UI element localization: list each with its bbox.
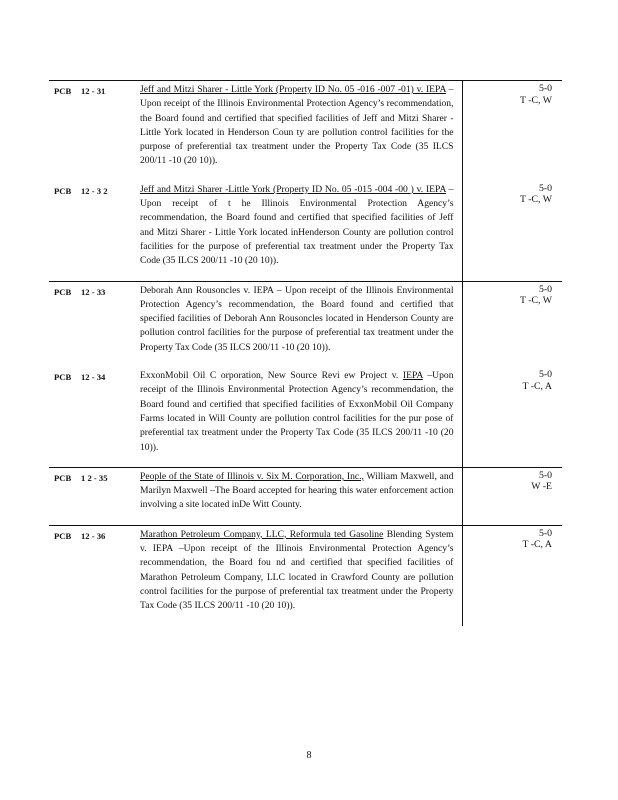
case-title-lead: ExxonMobil Oil C orporation, New Source Revi ew Project v. xyxy=(140,370,403,382)
case-body: – Upon receipt of the Illinois Environmental Protection Agency’s recommendation, the Board found and certified that specified facilities of Deborah Ann Rousoncles located in Henderson County are pollution control facilities for the purpose of preferential tax treatment under the Property Tax Code (35 ILCS 200/11 -10 (20 10)). xyxy=(140,284,454,353)
case-title: People of the State of Illinois v. Six M. Corporation, Inc., xyxy=(140,470,364,482)
case-number: PCB 12 - 31 xyxy=(49,81,134,181)
case-number: PCB 12 - 3 2 xyxy=(54,185,108,196)
case-row xyxy=(49,467,562,525)
vote-cell xyxy=(462,367,562,467)
case-description xyxy=(134,367,462,467)
vote-detail: T -C, A xyxy=(522,380,552,392)
vote-tally: 5-0 xyxy=(538,527,552,539)
case-title: Jeff and Mitzi Sharer - Little York (Property ID No. 05 -016 -007 -01) v. IEPA xyxy=(140,84,446,95)
page-number: 8 xyxy=(306,750,312,761)
case-title: Marathon Petroleum Company, LLC, Reformula ted Gasoline xyxy=(140,528,384,540)
case-number: PCB 12 - 33 xyxy=(49,281,134,367)
case-body: –Upon receipt of t he Illinois Environmental Protection Agency’s recommendation, the Board found and certified that specified facilities of Jeff and Mitzi Sharer - Little York located inHenderson County are pollution control facilities for the purpose of preferential tax treatment under the Property Tax Code (35 ILCS 200/11 -10 (20 10)). xyxy=(140,183,454,267)
case-description xyxy=(134,181,462,281)
case-body: –Upon receipt of the Illinois Environmental Protection Agency’s recommendation, the Board found and certified that specified facilities of Jeff and Mitzi Sharer - Little York located in Henderson Coun ty are pollution control facilities for the purpose of preferential tax treatment under the Property Tax Code (35 ILCS 200/11 -10 (20 10)). xyxy=(140,84,454,167)
vote-cell xyxy=(462,81,562,181)
vote-detail: T -C, W xyxy=(519,295,552,307)
vote-tally: 5-0 xyxy=(538,469,552,481)
vote-cell xyxy=(462,525,562,625)
case-row xyxy=(49,367,562,467)
vote-detail: W -E xyxy=(531,481,552,493)
vote-cell xyxy=(462,281,562,367)
case-row xyxy=(49,525,562,625)
case-row xyxy=(49,81,562,181)
vote-tally: 5-0 xyxy=(538,83,552,94)
case-number: PCB 12 - 34 xyxy=(54,372,106,383)
case-title: Jeff and Mitzi Sharer -Little York (Property ID No. 05 -015 -004 -00 ) v. IEPA xyxy=(140,183,446,195)
case-body: William Maxwell, and Marilyn Maxwell –The Board accepted for hearing this water enforcement action involving a site located inDe Witt County. xyxy=(140,470,454,511)
case-description xyxy=(134,281,462,367)
vote-detail: T -C, W xyxy=(519,94,552,106)
vote-cell xyxy=(462,181,562,281)
vote-detail: T -C, W xyxy=(519,194,552,206)
case-title: IEPA xyxy=(402,370,423,382)
vote-tally: 5-0 xyxy=(538,283,552,295)
case-description xyxy=(134,81,462,181)
case-description xyxy=(134,525,462,625)
vote-detail: T -C, A xyxy=(522,539,552,551)
vote-cell xyxy=(462,467,562,525)
case-description xyxy=(134,467,462,525)
board-actions-table xyxy=(49,80,562,626)
vote-tally: 5-0 xyxy=(538,182,552,194)
case-row xyxy=(49,181,562,281)
case-title: Deborah Ann Rousoncles v. IEPA xyxy=(140,284,274,296)
case-body: –Upon receipt of the Illinois Environmental Protection Agency’s recommendation, the Board found and certified that specified facilities of ExxonMobil Oil Company Farms located in Will County are pollution control facilities for the pur pose of preferential tax treatment under the Property Tax Code (35 ILCS 200/11 -10 (20 10)). xyxy=(140,370,454,453)
vote-tally: 5-0 xyxy=(538,369,552,381)
case-number: PCB 12 - 36 xyxy=(49,525,134,625)
case-body: Blending System v. IEPA –Upon receipt of the Illinois Environmental Protection Agency’s recommendation, the Board fou nd and certified that specified facilities of Marathon Petroleum Company, LLC located in Crawford County are pollution control facilities for the purpose of preferential tax treatment under the Property Tax Code (35 ILCS 200/11 -10 (20 10)). xyxy=(140,528,454,612)
case-row xyxy=(49,281,562,367)
case-number: PCB 1 2 - 35 xyxy=(49,467,134,525)
